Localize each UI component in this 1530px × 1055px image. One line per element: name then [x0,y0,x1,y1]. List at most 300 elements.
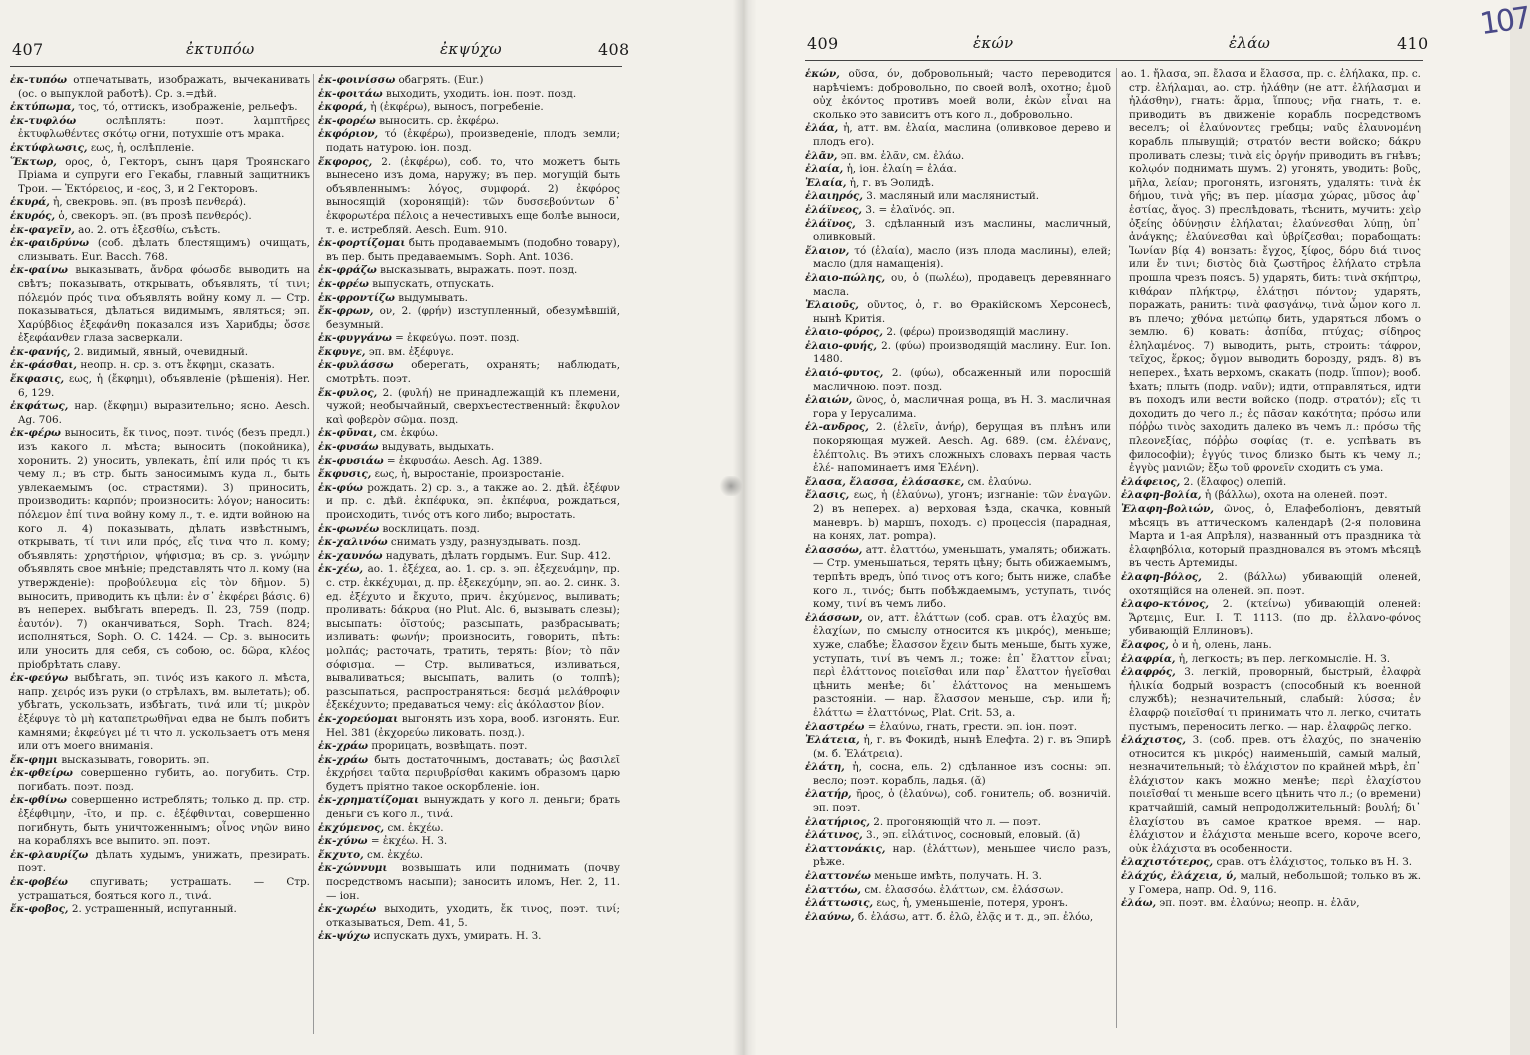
entry-definition: выбѣгать, эп. τινός изъ какого л. мѣста, напр. χειρός изъ руки (о стрѣлахъ, вм. вылетать); об. убѣгать, ускользать, избѣгать, τινά или τί; μικρὸν ἐξέφυγε τὸ μὴ καταπετρωθῆναι едва не былъ побитъ камнями; ἐκφεύγει μέ τι что л. ускользаетъ отъ меня или отъ моего вниманія. [18,672,310,753]
entry-headword: ἐκ-χαλινόω [318,536,388,549]
dictionary-entry [10,373,310,400]
entry-definition: ου, ὁ (πωλέω), продавецъ деревяннаго масла. [813,271,1111,298]
column-divider-left [313,74,314,1034]
entry-definition: ἡ, іон. ἐλαίη = ἐλάα. [846,163,957,176]
entry-definition: обагрять. (Eur.) [398,74,484,86]
entry-headword: ἐκ-φύω [318,481,363,494]
entry-definition: 2. прогоняющій что л. — поэт. [873,815,1041,828]
entry-headword: ἐλάϊνος, [805,217,856,230]
entry-definition: 2. (φύω), обсаженный или поросшій масличною. поэт. позд. [813,367,1111,393]
column-410 [1121,68,1421,911]
dictionary-entry [805,788,1111,815]
dictionary-entry [318,849,620,863]
entry-headword: ἐκ-φυγγάνω [318,332,392,345]
dictionary-entry [10,156,310,197]
entry-headword: ἐλαφρός, [1121,666,1176,679]
entry-definition: высказывать, говорить. эп. [61,753,210,766]
entry-headword: ἐλαφη-βολία, [1121,489,1202,502]
entry-headword: ἐκ-φαιδρύνω [10,237,89,250]
dictionary-entry [805,218,1111,245]
entry-headword: ἐκ-φεύγω [10,672,69,685]
dictionary-entry [805,326,1111,340]
entry-definition: снимать узду, разнуздывать. позд. [390,536,581,549]
dictionary-entry [805,204,1111,218]
dictionary-entry [805,150,1111,164]
left-page [0,0,745,1055]
entry-definition: 2. (φυλή) не принадлежащій къ племени, чужой; необычайный, сверхъестественный: ἔκφυλον καὶ φοβερὸν σῶμα. позд. [326,386,620,426]
entry-definition: τος, τό, оттискъ, изображеніе, рельефъ. [78,101,298,114]
entry-definition: ορος, ὁ, Гекторъ, сынъ царя Троянскаго Пріама и супруги его Гекабы, главный защитникъ Трои. — Ἑκτόρειος, и -εος, 3, и 2 Гекторовъ. [18,155,310,195]
entry-definition: ὁ и ἡ, олень, лань. [1172,638,1272,651]
page-number-407: 407 [12,40,44,59]
entry-definition: 2. (κτείνω) убивающій оленей: Ἄρτεμις, Eur. I. T. 1113. (по др. ἐλλανο-φόνος убивающій Еллиновъ). [1129,598,1421,638]
dictionary-entry [805,272,1111,299]
dictionary-entry [805,911,1111,925]
entry-definition: возвышать или поднимать (почву посредствомъ насыпи); заносить иломъ, Her. 2, 11. — іон. [326,862,620,902]
entry-headword: ἐκ-ψύχω [318,930,371,943]
entry-headword: ἐλᾶν, [805,149,838,162]
dictionary-entry [805,163,1111,177]
entry-headword: Ἐλαία, [805,176,847,189]
ink-smudge [718,476,744,496]
dictionary-entry [318,740,620,754]
dictionary-entry [318,713,620,740]
dictionary-entry [318,156,620,238]
entry-headword: ἐκτύφλωσις, [10,141,88,154]
entry-definition: выдувать, выдыхать. [381,441,495,454]
entry-definition: выносить. ср. ἐκφέρω. [379,114,499,127]
dictionary-entry [318,387,620,428]
entry-headword: ἐλαιών, [805,394,853,407]
entry-headword: ἐκ-φαγεῖν, [10,223,75,236]
dictionary-entry [805,421,1111,475]
entry-definition: см. ἐκχέω. [367,848,424,861]
entry-definition: атт. ἐλαττόω, уменьшать, умалять; обижать. — Стр. уменьшаться, терять цѣну; быть обижаемымъ, терпѣть вредъ, ὑπό τινος отъ кого; быть ниже, слабѣе кого л., τινός; быть побѣждаемымъ, уступать, τινός кому, τινί въ чемъ либо. [813,543,1111,611]
entry-headword: ἔκχυτο, [318,848,364,861]
entry-definition: = ἐκφεύγω. поэт. позд. [395,332,520,345]
entry-definition: 3., эп. εἰλάτινος, сосновый, еловый. (ᾰ) [866,829,1081,842]
dictionary-entry [1121,598,1421,639]
column-409 [805,68,1111,924]
entry-definition: εως, ἡ, выростаніе, произростаніе. [374,468,565,481]
dictionary-entry [318,359,620,386]
entry-headword: ἐκφορά, [318,101,367,114]
entry-headword: ἐκ-φέρω [10,427,61,440]
entry-definition: высказывать, выражать. поэт. позд. [380,264,578,277]
entry-headword: ἐλαφο-κτόνος, [1121,598,1210,611]
right-page-header [745,34,1510,60]
dictionary-entry [10,196,310,210]
entry-definition: эп. вм. ἐξέφυγε. [368,345,454,358]
entry-definition: 3. легкій, проворный, быстрый, ἐλαφρὰ ἡλικία бодрый возрастъ (способный къ военной службѣ); незначительный, слабый: λύσσα; ἐν ἐλαφρῷ ποιεῖσθαί τι принимать что л. легко, считать пустымъ, переносить легко. — нар. ἐλαφρῶς легко. [1129,666,1421,733]
dictionary-entry [10,210,310,224]
entry-definition: = ἐκφυσάω. Aesch. Ag. 1389. [386,454,543,467]
entry-headword: ἐκ-φανής, [10,345,71,358]
entry-definition: ὁ, свекоръ. эп. (въ прозѣ πενθερός). [58,209,252,222]
entry-headword: ἐκ-φορέω [318,114,376,127]
entry-definition: меньше имѣть, получать. Н. З. [874,870,1042,883]
dictionary-entry [318,88,620,102]
dictionary-entry [805,843,1111,870]
entry-definition: см. ἐκφύω. [380,427,439,440]
dictionary-entry [10,427,310,672]
entry-headword: ἐκ-φορτίζομαι [318,237,406,250]
entry-definition: ἡ, г. въ Эолидѣ. [849,176,935,189]
dictionary-entry [1121,734,1421,856]
dictionary-entry [805,884,1111,898]
entry-headword: ἔκ-φυλος, [318,386,378,399]
entry-definition: см. ἐλασσόω. ἐλάττων, см. ἐλάσσων. [864,883,1064,896]
entry-headword: ἐλαιηρός, [805,190,863,203]
dictionary-entry [1121,476,1421,490]
entry-definition: совершенно истреблять; только д. пр. стр. ἐξέφθιμην, -ῖτο, и пр. с. ἐξέφθινται, совершенно погибнуть, быть уничтоженнымъ; οἶνος νηῶν вино на корабляхъ все выпито. эп. поэт. [18,794,310,848]
dictionary-entry [1121,870,1421,897]
dictionary-entry [318,563,620,713]
entry-headword: ἔλασα, ἔλασσα, ἐλάσασκε, [805,475,965,488]
entry-definition: выходить, уходить, ἔκ τινος, поэт. τινί; отказываться, Dem. 41, 5. [326,903,620,929]
entry-definition: ἡ, легкость; въ пер. легкомысліе. Н. З. [1178,652,1391,665]
entry-definition: отпечатывать, изображать, вычеканивать (ос. о выпуклой работѣ). Ср. з.=дѣй. [18,74,311,100]
entry-headword: ἐλάφειος, [1121,475,1181,488]
entry-headword: ἐκτύπωμα, [10,101,76,114]
dictionary-entry [805,544,1111,612]
entry-headword: ἔκ-φημι [10,753,59,766]
entry-definition: τό (ἐλαία), масло (изъ плода маслины), елей; масло (для намащенія). [813,244,1111,271]
entry-headword: ἐκ-τυπόω [10,74,68,86]
header-rule-right [805,60,1423,61]
dictionary-entry [10,101,310,115]
entry-definition: ao. 2. отъ ἐξεσθίω, съѣсть. [78,223,221,236]
entry-definition: совершенно губить, ао. погубить. Стр. погибать. поэт. позд. [18,767,310,793]
dictionary-entry [10,876,310,903]
dictionary-entry [10,115,310,142]
entry-definition: τό (ἐκφέρω), произведеніе, плодъ земли; подать натурою. іон. позд. [326,128,620,154]
entry-headword: ἐλατήρ, [805,788,852,801]
dictionary-entry [318,74,620,88]
entry-definition: 2. (ἐκφέρω), соб. то, что можетъ быть вынесено изъ дома, наружу; въ пер. могущій быть объявленнымъ: λόγος, συμφορά. 2) ἐκφόρος выносящій (хоронящій): τῶν δυσσεβούντων δ᾽ ἐκφορωτέρα πέλοις а нечестивыхъ еще болѣе выноси, т. е. истребляй. Aesch. Eum. 910. [326,155,620,236]
entry-headword: ἐκ-φυσιάω [318,454,384,467]
entry-definition: срав. отъ ἐλάχιστος, только въ Н. З. [1216,856,1413,869]
left-page-header [0,40,745,66]
entry-definition: 2. (φύω) производящій маслину. Eur. Ion. 1480. [813,339,1111,366]
dictionary-entry [1121,897,1421,911]
dictionary-entry [318,794,620,821]
entry-headword: ἐλαιο-πώλης, [805,271,886,284]
entry-definition: οῦσα, όν, добровольный; часто переводится нарѣчіемъ: добровольно, по своей волѣ, охотно; ἐμοῦ οὐχ ἑκόντος противъ моей воли, ἑκὼν εἶναι на сколько это зависитъ отъ кого л., добровольно. [813,68,1111,121]
entry-definition: 3. сдѣланный изъ маслины, масличный, оливковый. [813,217,1111,244]
dictionary-entry [318,550,620,564]
entry-definition: малый, небольшой; только въ ж. у Гомера, напр. Od. 9, 116. [1129,870,1421,896]
handwritten-page-mark: 107 [1477,0,1530,43]
entry-definition: εως, ἡ (ἐλαύνω), угонъ; изгнаніе: τῶν ἐναγῶν. 2) въ непереx. а) верховая ѣзда, скачка, ковный маневръ. b) маршъ, походъ. c) процессія (парадная, на конях, лат. pompa). [813,489,1111,543]
entry-definition: выгонять изъ хора, вооб. изгонять. Eur. Hel. 381 (ἐκχορεύω ликовать. позд.). [326,712,620,739]
entry-headword: ἐκ-χράω [318,753,369,766]
dictionary-entry [805,870,1111,884]
guide-word-409: ἑκών [973,34,1014,52]
entry-headword: ἔκφασις, [10,373,65,386]
entry-definition: = ἐκχέω. Н. З. [370,835,448,848]
dictionary-entry [805,394,1111,421]
dictionary-entry [805,476,1111,490]
dictionary-entry [318,822,620,836]
entry-headword: ἐκ-χωρέω [318,903,377,916]
page-number-409: 409 [807,34,839,53]
entry-headword: ἐκ-χράω [318,740,369,753]
dictionary-entry [318,115,620,129]
entry-definition: надувать, дѣлать гордымъ. Eur. Sup. 412. [385,549,611,562]
dictionary-entry [1121,639,1421,653]
dictionary-entry [10,849,310,876]
dictionary-entry [318,264,620,278]
dictionary-entry [805,734,1111,761]
dictionary-entry [805,68,1111,122]
entry-definition: 3. (соб. прев. отъ ἐλαχύς, по значенію относится къ μικρός) наименьшій, самый малый, незначительный; τὸ ἐλάχιστον по крайней мѣрѣ, ἐπ᾽ ἐλάχιστον какъ можно менѣе; περὶ ἐλαχίστου ποιεῖσθαί τι меньше всего цѣнить что л.; (о времени) кратчайшій, самый непродолжительный: βουλή; δι᾽ ἐλαχίστου въ самое краткое время. — нар. ἐλάχιστον и ἐλάχιστα меньше всего, короче всего, οὐκ ἐλάχιστα въ особенности. [1129,734,1421,855]
entry-definition: οῦντος, ὁ, г. во Ѳракійскомъ Херсонесѣ, нынѣ Критія. [813,299,1112,325]
dictionary-entry [805,340,1111,367]
entry-definition: ῆρος, ὁ (ἐλαύνω), соб. гонитель; об. возничій. эп. поэт. [813,788,1111,815]
entry-headword: ἐκ-φῦναι, [318,427,377,440]
entry-headword: ἐλαχιστότερος, [1121,856,1214,869]
entry-headword: ἐκ-φροντίζω [318,291,395,304]
entry-definition: дѣлать худымъ, унижать, презирать. поэт. [18,848,310,875]
entry-definition: прорицать, возвѣщать. поэт. [371,740,528,753]
guide-word-407: ἐκτυπόω [186,40,255,58]
entry-definition: б. ἐλάσω, атт. б. ἐλῶ, ἐλᾷς и т. д., эп. ἐλόω, [857,910,1094,923]
entry-headword: ἐκ-φθίνω [10,794,67,807]
dictionary-entry [10,264,310,346]
column-divider-right [1116,68,1117,1028]
entry-definition: ἡ, атт. вм. ἐλαία, маслина (оливковое дерево и плодъ его). [813,122,1112,148]
dictionary-entry [318,427,620,441]
entry-headword: ἐκ-χορεύομαι [318,712,399,725]
entry-headword: ἐλαττόω, [805,883,862,896]
entry-headword: ἐκφόριον, [318,128,379,141]
entry-headword: ἔλασις, [805,489,850,502]
dictionary-entry [805,190,1111,204]
entry-definition: ослѣплять: поэт. λαμπτῆρες ἐκτυφλωθέντες σκότῳ огни, потухшіе отъ мрака. [18,114,310,141]
entry-headword: ἐκ-φρέω [318,277,369,290]
dictionary-entry [10,224,310,238]
entry-headword: ἐλαιο-φυής, [805,339,877,352]
entry-definition: нар. (ἐλάττων), меньшее число разъ, рѣже. [813,842,1111,869]
entry-definition: эп. вм. ἐλᾶν, см. ἐλάω. [840,149,965,162]
dictionary-entry [10,74,310,101]
dictionary-entry [805,721,1111,735]
right-page [745,0,1510,1055]
dictionary-entry [10,359,310,373]
entry-definition: εως, ἡ, ослѣпленіе. [90,141,195,154]
entry-headword: ἐλάχιστος, [1121,734,1186,747]
entry-headword: ἐκ-χύνω [318,835,368,848]
dictionary-entry [318,468,620,482]
entry-definition: (соб. дѣлать блестящимъ) очищать, слизывать. Eur. Bacch. 768. [18,237,310,263]
entry-definition: рождать. 2) ср. з., а также ао. 2. дѣй. ἐξέφυν и пр. с. дѣй. ἐκπέφυκα, эп. ἐκπέφυα, рождаться, происходить, τινός отъ кого либо; выростать. [326,481,620,521]
entry-definition: 2. (ἑλεῖν, ἀνήρ), берущая въ плѣнъ или покоряющая мужей. Aesch. Ag. 689. (см. ἑλένανς, ἑλέπτολις. Въ этихъ сложныхъ словахъ первая часть ἑλέ- напоминаетъ имя Ἑλένη). [813,421,1111,475]
entry-definition: спугивать; устрашать. — Стр. устрашаться, бояться кого л., τινά. [18,876,310,902]
entry-headword: ἐκ-φοβέω [10,876,68,889]
entry-definition: 2. (ἔλαφος) олепій. [1183,475,1287,488]
entry-headword: ἔκφυγε, [318,345,366,358]
entry-headword: ἐκ-φράζω [318,264,377,277]
guide-word-410: ἐλάω [1229,34,1271,52]
entry-headword: ἐκ-φάσθαι, [10,359,78,372]
page-number-408: 408 [598,40,630,59]
entry-headword: ἐλαφη-βόλος, [1121,570,1202,583]
entry-headword: ἐλατήριος, [805,815,870,828]
dictionary-entry [10,346,310,360]
entry-definition: ον, 2. (φρήν) изступленный, обезумѣвшій, безумный. [326,305,620,331]
entry-headword: ἔκφορος, [318,155,373,168]
entry-headword: ἐλάω, [1121,897,1157,910]
entry-definition: ῶνος, ὁ, Елафеболіонъ, девятый мѣсяцъ въ аттическомъ календарѣ (2-я половина Марта и 1-ая Апрѣля), названный отъ праздника τὰ ἐλαφηβόλια, который праздновался въ этомъ мѣсяцѣ въ честь Артемиды. [1129,503,1421,570]
dictionary-entry [318,128,620,155]
entry-headword: ἐλαιό-φυτος, [805,367,884,380]
entry-headword: ἐλάτινος, [805,829,863,842]
entry-definition: 2. (βάλλω) убивающій оленей, охотящійся на оленей. эп. поэт. [1129,570,1421,597]
entry-headword: ἐκ-φυσάω [318,441,379,454]
entry-headword: ἔκφυσις, [318,468,372,481]
dictionary-entry [1121,68,1421,476]
entry-headword: ἐκ-φωνέω [318,522,380,535]
dictionary-entry [318,536,620,550]
entry-headword: ἐκχύμενος, [318,821,385,834]
dictionary-entry [10,237,310,264]
entry-definition: εως, ἡ (ἔκφημι), объявленіе (рѣшенія). Her. 6, 129. [18,373,310,399]
entry-headword: ἐκ-φοιτάω [318,87,383,100]
entry-definition: выносить, ἔκ τινος, поэт. τινός (безъ предл.) изъ какого л. мѣста; выносить (покойника), хоронить. 2) уносить, увлекать, ἐπί или πρός τι къ чему л.; въ стр. быть заносимымъ куда л., быть увлекаемымъ (ос. страстями). 3) приносить, производить: καρπόν; произносить: λόγον; наносить: πόλεμον ἐπί τινα войну кому л., т. е. идти войною на кого л. 4) показывать, дѣлать извѣстнымъ, открывать, τί τινι или πρός, εἴς τινα что л. кому; объявлять: χρηστήριον, ψήφισμα; въ ср. з. γνώμην объявлять свое мнѣніе; представлять что л. кому (на утвержденіе): προβούλευμα εἰς τὸν δῆμον. 5) выносить, приводить къ цѣли: ἐν σ᾽ ἐκφέρει βάσις. 6) въ непереx. выбѣгать впередъ. Il. 23, 759 (подр. ἑαυτόν). 7) оканчиваться, Soph. Trach. 824; исполняться, Soph. O. C. 1424. — Ср. з. выносить или уносить для себя, съ собою, ос. δῶρα, κλέος пріобрѣтать славу. [18,427,310,671]
dictionary-entry [1121,856,1421,870]
entry-definition: ῶνος, ὁ, масличная роща, въ Н. З. масличная гора у Іерусалима. [813,394,1111,420]
entry-headword: ἐλαφρία, [1121,652,1176,665]
dictionary-entry [318,292,620,306]
dictionary-entry [1121,503,1421,571]
entry-definition: нар. (ἔκφημι) выразительно; ясно. Aesch. Ag. 706. [18,400,310,426]
entry-definition: ον, атт. ἐλάττων (соб. срав. отъ ἐλαχύς вм. ἐλαχίων, по смыслу относится къ μικρός), меньше; хуже, слабѣе; ἔλασσον ἔχειν быть меньше, быть хуже, уступать, τινί въ чемъ л.; тоже: ἐπ᾽ ἔλαττον εἶναι; περὶ ἐλάττονος ποιεῖσθαι или παρ᾽ ἔλαττον ἡγεῖσθαι цѣнить менѣе; δι᾽ ἐλάττονος на меньшемъ разстояніи. — нар. ἔλασσον меньше, сър. или ἤ; ἐλάττω = ἐλαττόνως, Plat. Crit. 53, а. [813,611,1111,719]
dictionary-entry [10,672,310,754]
dictionary-entry [318,346,620,360]
entry-headword: ἐλαττονέω [805,870,871,883]
entry-definition: быть достаточнымъ, доставать; ὡς βασιλεῖ ἐκχρήσει ταῦτα περιυβρίσθαι какимъ образомъ царю будетъ пріятно такое оскорбленіе. іон. [326,753,620,793]
entry-definition: εως, ἡ, уменьшеніе, потеря, уронъ. [876,897,1069,910]
dictionary-entry [805,816,1111,830]
entry-definition: см. ἐλαύνω. [967,475,1032,488]
dictionary-entry [10,142,310,156]
dictionary-entry [805,122,1111,149]
dictionary-entry [10,754,310,768]
dictionary-entry [318,278,620,292]
entry-headword: ἐλαττονάκις, [805,842,886,855]
entry-headword: Ἐλαιοῦς, [805,299,859,312]
entry-headword: ἐκ-χέω, [318,563,364,576]
entry-headword: ἔλαφος, [1121,638,1169,651]
dictionary-entry [10,794,310,848]
entry-definition: 2. (φέρω) производящій маслину. [886,326,1069,339]
entry-headword: ἐκ-χώννυμι [318,862,388,875]
dictionary-entry [805,177,1111,191]
entry-definition: 2. устрашенный, испуганный. [71,903,237,916]
dictionary-entry [1121,666,1421,734]
entry-definition: см. ἐκχέω. [387,821,444,834]
entry-headword: ἐλαστρέω [805,720,865,733]
entry-definition: неопр. н. ср. з. отъ ἔκφημι, сказать. [80,359,275,372]
entry-headword: ἐκ-φυλάσσω [318,359,394,372]
dictionary-entry [805,489,1111,543]
dictionary-entry [805,299,1111,326]
entry-headword: ἔκ-φοβος, [10,903,69,916]
dictionary-entry [318,305,620,332]
dictionary-entry [318,441,620,455]
dictionary-entry [10,903,310,917]
entry-headword: ἐκ-φθείρω [10,767,73,780]
entry-headword: ἐλάϊνεος, [805,203,863,216]
entry-headword: Ἐλάτεια, [805,734,860,747]
entry-headword: ἑκυρά, [10,196,50,209]
entry-headword: ἐλαύνω, [805,910,855,923]
entry-definition: ао. 1. ἤλασα, эп. ἔλασα и ἔλασσα, пр. с. ἐλήλακα, пр. с. стр. ἐλήλαμαι, ао. стр. ἠλάθην (не атт. ἐλήλασμαι и ἠλάσθην), гнать: ἅρμα, ἵππους; νῆα гнать, т. е. приводить въ движеніе корабль посредствомъ веселъ; οἱ ἐλαύνοντες гребцы; ναῦς ἐλαυνομένη корабль плывущій; στρατόν вести войско; δάκρυ проливать слезы; τινὰ εἰς ὀργήν приводить въ гнѣвъ; κολῳόν поднимать шумъ. 2) угонять, уводить: βοῦς, μῆλα, λείαν; прогонять, изгонять, удалять: τινὰ ἐκ δήμου, τινὰ γῆς; въ пер. μίασμα χώρας, μῦσος ἀφ᾽ ἑστίας, ἄγος. 3) преслѣдовать, тѣснить, мучить: χεὶρ ὀξείης ὀδύνῃσιν ἐλήλαται; ἐλαύνεσθαι λύπῃ, ὑπ᾽ ἀνάγκης; ἐλαύνεσθαι καὶ ὑβρίζεσθαι; порабощать: Ἰωνίαν βίᾳ 4) вонзать: ἔγχος, ξίφος, δόρυ διά τινος или ἔν τινι; διστὸς διὰ ζωστῆρος ἐλήλατο стрѣла прошла чрезъ поясъ. 5) ударять, бить: τινὰ σκήπτρῳ, κιθάραν πλήκτρῳ, ἐλάτῃσι πόντον; ударять, поражать, ранить: τινὰ φασγάνῳ, τινὰ ὦμον кого л. въ плечо; χθόνα μετώπῳ бить, ударяться лбомъ о землю. 6) ковать: ἀσπίδα, πτύχας; σίδηρος ἐληλαμένος. 7) выводить, рыть, строить: τάφρον, τεῖχος, ἕρκος; ὄγμον выводить борозду, рядъ. 8) въ непереx., ѣхать верхомъ, скакать (подр. ἵππον); вооб. ѣхать; плыть (подр. ναῦν); идти, отправляться, идти въ походъ или вести войско (подр. στρατόν); εἴς τι доходить до чего л.; ἐς πᾶσαν κακότητα; πρόσω или πόῤῥω τινὸς заходить далеко въ чемъ л.: πρόσω τῆς πλεονεξίας, πόῤῥω σοφίας (т. е. успѣвать въ философіи); ἐγγύς τινος близко быть къ чему л.; ἐγγὺς μανιῶν; ἔξω τοῦ φρονεῖν сходить съ ума. [1121,68,1421,475]
entry-definition: ἡ (βάλλω), охота на оленей. поэт. [1204,489,1388,502]
entry-definition: ἡ, сосна, ель. 2) сдѣланное изъ сосны: эп. весло; поэт. корабль, ладья. (ᾰ) [813,761,1112,787]
entry-headword: Ἕκτωρ, [10,155,57,168]
entry-headword: ἐλάα, [805,122,839,135]
entry-headword: ἐκ-φοινίσσω [318,74,396,86]
entry-headword: ἐλάττωσις, [805,897,874,910]
entry-definition: 3. масляный или маслянистый. [866,190,1040,203]
dictionary-entry [805,245,1111,272]
entry-definition: восклицать. позд. [382,522,480,535]
entry-headword: ἔκ-φρων, [318,305,374,318]
dictionary-entry [805,761,1111,788]
entry-definition: быть продаваемымъ (подобно товару), въ пер. быть предаваемымъ. Soph. Ant. 1036. [326,237,620,263]
dictionary-entry [805,897,1111,911]
dictionary-entry [318,862,620,903]
entry-definition: ἡ, свекровь. эп. (въ прозѣ πενθερά). [53,196,247,209]
entry-definition: ἡ (ἐκφέρω), выносъ, погребеніе. [370,101,544,114]
dictionary-entry [1121,571,1421,598]
entry-definition: 2. видимый, явный, очевидный. [73,345,249,358]
dictionary-entry [1121,489,1421,503]
entry-headword: ἐκ-φαίνω [10,264,68,277]
entry-headword: Ἐλαφη-βολιών, [1121,503,1214,515]
entry-headword: ἑλ-ανδρος, [805,421,869,434]
dictionary-entry [318,930,620,944]
entry-definition: ао. 1. ἐξέχεα, ао. 1. ср. з. эп. ἐξεχευάμην, пр. с. стр. ἐκκέχυμαι, д. пр. ἐξεκεχύμην, эп. ао. 2. синк. 3. ед. ἐξέχυτο и ἔκχυτο, прич. ἐκχύμενος, выливать; проливать: δάκρυα (но Plut. Alc. 6, вызывать слезы); высыпать: ὀϊστούς; разсыпать, разбрасывать; изливать: φωνήν; произносить, говорить, пѣть: μολπάς; расточать, тратить, терять: βίον; τὸ πᾶν σόφισμα. — Стр. выливаться, изливаться, вываливаться; высыпать, валить (о толпѣ); разсыпаться, распространяться: δεσμά μελάθροφιν ἐξεκέχυντο; предаваться чему: εἰς ἀκόλαστον βίον. [326,563,620,712]
entry-definition: оберегать, охранять; наблюдать, смотрѣть. поэт. [326,359,620,386]
entry-headword: ἐλάχύς, ἐλάχεια, ύ, [1121,870,1237,883]
dictionary-entry [318,455,620,469]
dictionary-entry [805,829,1111,843]
dictionary-entry [805,367,1111,394]
entry-headword: ἐλάτη, [805,761,845,774]
entry-headword: ἐκ-χαυνόω [318,549,383,562]
column-407 [10,74,310,917]
entry-definition: выходить, уходить. іон. поэт. позд. [385,87,577,100]
entry-headword: ἐλαιο-φόρος, [805,326,883,339]
column-408 [318,74,620,944]
header-rule-left [10,66,622,67]
entry-definition: ἡ, г. въ Фокидѣ, нынѣ Елефта. 2) г. въ Эпирѣ (м. б. Ἐλάτρεια). [813,734,1112,760]
entry-headword: ἑκυρός, [10,209,56,222]
entry-definition: выпускать, отпускать. [372,277,495,290]
guide-word-408: ἐκψύχω [440,40,502,58]
entry-definition: выдумывать. [398,291,468,304]
dictionary-entry [318,332,620,346]
dictionary-entry [318,482,620,523]
dictionary-entry [10,767,310,794]
book-gutter [733,0,757,1055]
entry-headword: ἔλαιον, [805,244,850,257]
entry-headword: ἐκ-χρηματίζομαι [318,794,420,807]
entry-headword: ἐλαία, [805,163,844,176]
